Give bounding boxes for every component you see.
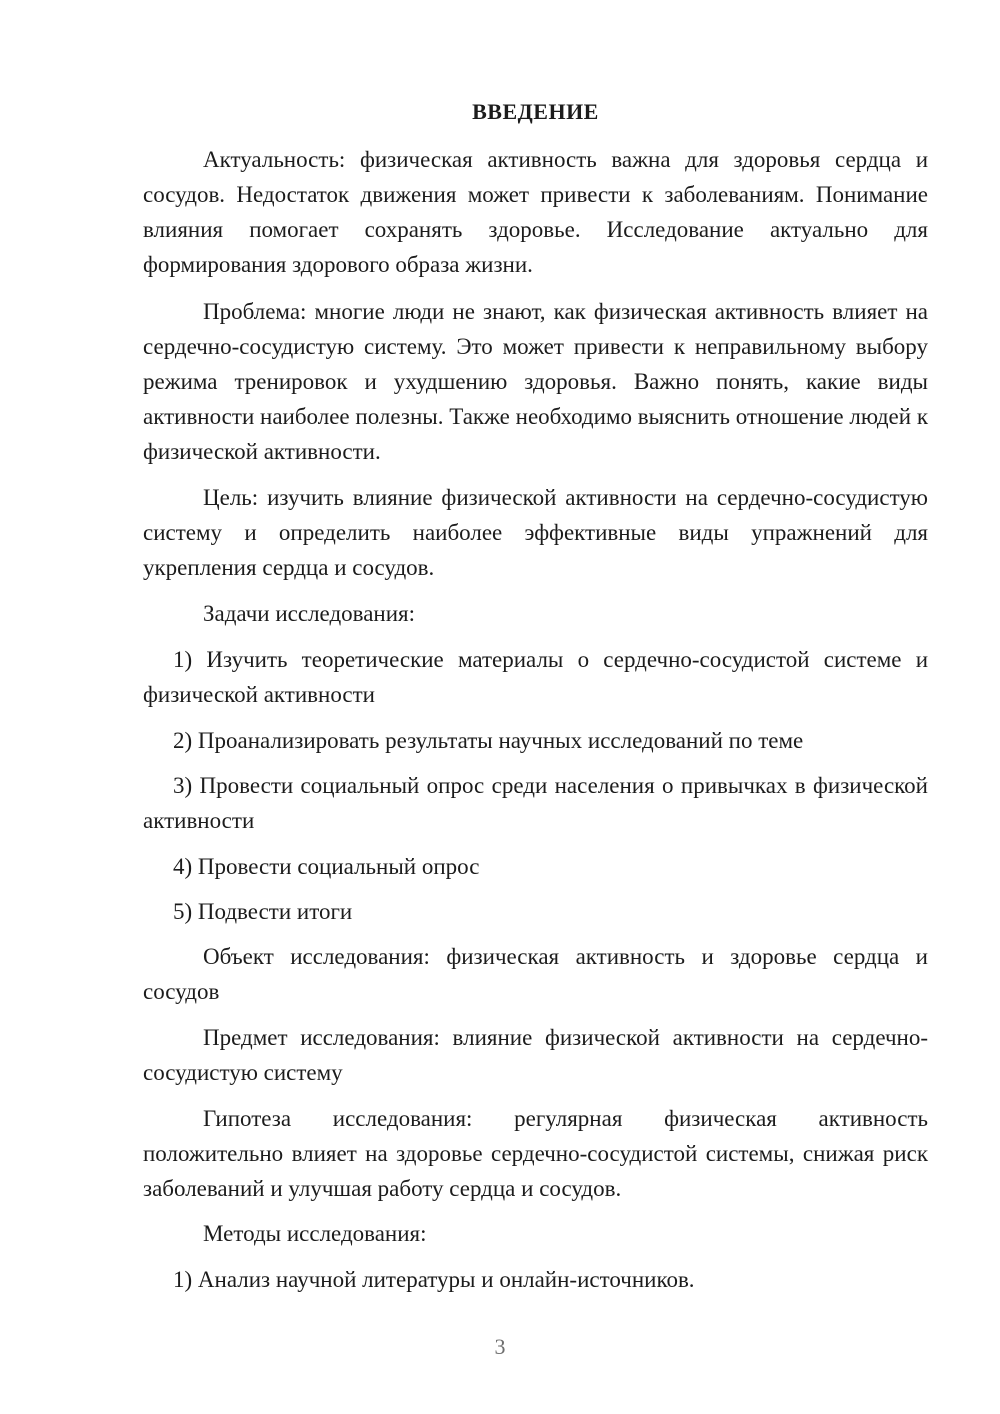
page-number: 3 (494, 1334, 506, 1359)
hypothesis-paragraph: Гипотеза исследования: регулярная физическая активность положительно влияет на здоровье сердечно-сосудистой системы, снижая риск заболеваний и улучшая работу сердца и сосудов. (143, 1106, 928, 1201)
object-paragraph: Объект исследования: физическая активность и здоровье сердца и сосудов (143, 944, 928, 1004)
task-item-2: 2) Проанализировать результаты научных исследований по теме (173, 728, 804, 753)
section-heading: ВВЕДЕНИЕ (472, 99, 599, 124)
goal-paragraph: Цель: изучить влияние физической активности на сердечно-сосудистую систему и определить наиболее эффективные виды упражнений для укрепления сердца и сосудов. (143, 485, 928, 580)
task-item-3: 3) Провести социальный опрос среди населения о привычках в физической активности (143, 773, 928, 833)
subject-paragraph: Предмет исследования: влияние физической активности на сердечно-сосудистую систему (143, 1025, 928, 1085)
tasks-heading: Задачи исследования: (203, 601, 416, 626)
task-item-1: 1) Изучить теоретические материалы о сердечно-сосудистой системе и физической активности (143, 647, 928, 707)
methods-heading: Методы исследования: (203, 1221, 427, 1246)
task-item-4: 4) Провести социальный опрос (173, 854, 480, 879)
task-item-5: 5) Подвести итоги (173, 899, 353, 924)
relevance-paragraph: Актуальность: физическая активность важна для здоровья сердца и сосудов. Недостаток движения может привести к заболеваниям. Понимание влияния помогает сохранять здоровье. Исследование актуально для формирования здорового образа жизни. (143, 147, 928, 277)
method-item-1: 1) Анализ научной литературы и онлайн-источников. (173, 1267, 695, 1292)
problem-paragraph: Проблема: многие люди не знают, как физическая активность влияет на сердечно-сосудистую систему. Это может привести к неправильному выбору режима тренировок и ухудшению здоровья. Важно понять, какие виды активности наиболее полезны. Также необходимо выяснить отношение людей к физической активности. (143, 299, 928, 464)
